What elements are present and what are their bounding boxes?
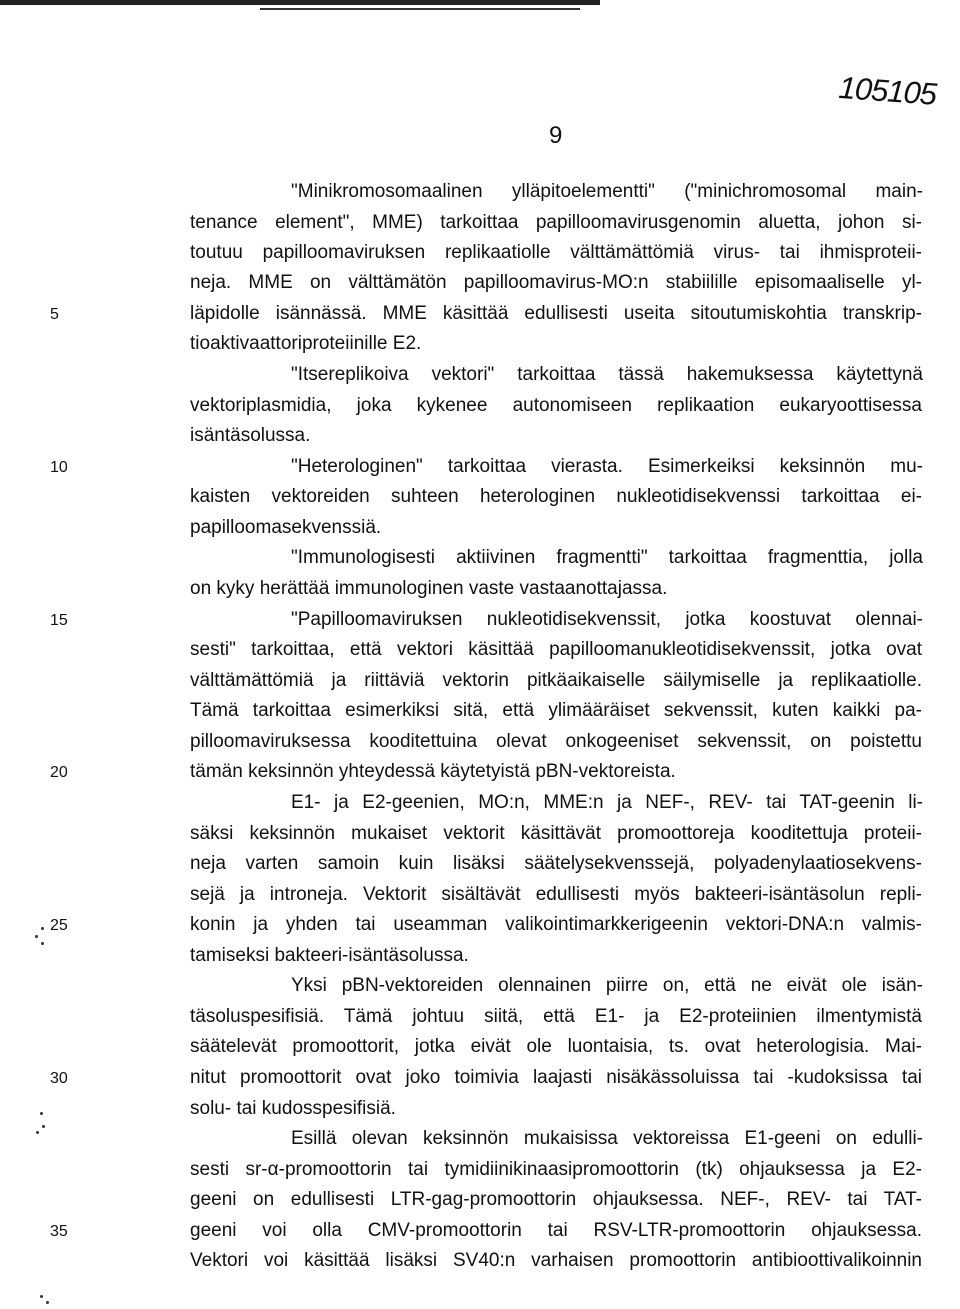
- text-line: toutuu papilloomaviruksen replikaatiolle välttämättömiä virus- tai ihmisproteii-: [190, 242, 922, 263]
- text-line: E1- ja E2-geenien, MO:n, MME:n ja NEF-, REV- tai TAT-geenin li-: [291, 792, 923, 813]
- text-line: nitut promoottorit ovat joko toimivia laajasti nisäkässoluissa tai -kudoksissa tai: [190, 1067, 922, 1088]
- text-line: "Itsereplikoiva vektori" tarkoittaa tässä hakemuksessa käytettynä: [291, 364, 923, 385]
- text-line: täsoluspesifisiä. Tämä johtuu siitä, että E1- ja E2-proteiinien ilmentymistä: [190, 1006, 922, 1027]
- text-line: säätelevät promoottorit, jotka eivät ole luontaisia, ts. ovat heterologisia. Mai-: [190, 1036, 922, 1057]
- text-line: vektoriplasmidia, joka kykenee autonomiseen replikaation eukaryoottisessa: [190, 395, 922, 416]
- text-line: "Minikromosomaalinen ylläpitoelementti" ("minichromosomal main-: [291, 181, 923, 202]
- scan-artifact-bar: [0, 0, 600, 5]
- text-line: pilloomaviruksessa kooditettuina olevat onkogeeniset sekvenssit, on poistettu: [190, 731, 922, 752]
- text-line: tamiseksi bakteeri-isäntäsolussa.: [190, 945, 469, 966]
- text-line: Yksi pBN-vektoreiden olennainen piirre on, että ne eivät ole isän-: [291, 975, 923, 996]
- line-number: 25: [50, 917, 68, 934]
- scan-speck: [46, 1301, 49, 1304]
- scan-speck: [41, 927, 44, 930]
- text-line: läpidolle isännässä. MME käsittää edullisesti useita sitoutumiskohtia transkrip-: [190, 303, 922, 324]
- text-line: "Heterologinen" tarkoittaa vierasta. Esimerkeiksi keksinnön mu-: [291, 456, 923, 477]
- text-line: geeni voi olla CMV-promoottorin tai RSV-LTR-promoottorin ohjauksessa.: [190, 1220, 922, 1241]
- text-line: säksi keksinnön mukaiset vektorit käsittävät promoottoreja kooditettuja proteii-: [190, 823, 922, 844]
- line-number: 30: [50, 1070, 68, 1087]
- line-number: 10: [50, 459, 68, 476]
- text-line: konin ja yhden tai useamman valikointimarkkerigeenin vektori-DNA:n valmis-: [190, 914, 922, 935]
- text-line: Tämä tarkoittaa esimerkiksi sitä, että ylimääräiset sekvenssit, kuten kaikki pa-: [190, 700, 922, 721]
- text-line: isäntäsolussa.: [190, 425, 311, 446]
- scan-speck: [36, 1131, 39, 1134]
- scan-artifact-line: [260, 8, 580, 10]
- text-line: tioaktivaattoriproteiinille E2.: [190, 333, 422, 354]
- text-line: neja. MME on välttämätön papilloomavirus-MO:n stabiilille episomaaliselle yl-: [190, 272, 922, 293]
- text-line: sesti sr-α-promoottorin tai tymidiinikinaasipromoottorin (tk) ohjauksessa ja E2-: [190, 1159, 922, 1180]
- line-number: 15: [50, 612, 68, 629]
- line-number: 5: [50, 306, 59, 323]
- text-line: Vektori voi käsittää lisäksi SV40:n varhaisen promoottorin antibioottivalikoinnin: [190, 1250, 922, 1271]
- text-line: tämän keksinnön yhteydessä käytetyistä pBN-vektoreista.: [190, 761, 676, 782]
- text-line: papilloomasekvenssiä.: [190, 517, 382, 538]
- text-line: välttämättömiä ja riittäviä vektorin pitkäaikaiselle säilymiselle ja replikaatiolle.: [190, 670, 922, 691]
- scan-speck: [40, 1295, 43, 1298]
- scan-speck: [35, 935, 38, 938]
- text-line: "Papilloomaviruksen nukleotidisekvenssit, jotka koostuvat olennai-: [291, 609, 923, 630]
- text-line: Esillä olevan keksinnön mukaisissa vektoreissa E1-geeni on edulli-: [291, 1128, 923, 1149]
- text-line: on kyky herättää immunologinen vaste vastaanottajassa.: [190, 578, 668, 599]
- line-number: 20: [50, 764, 68, 781]
- text-line: geeni on edullisesti LTR-gag-promoottorin ohjauksessa. NEF-, REV- tai TAT-: [190, 1189, 922, 1210]
- line-number: 35: [50, 1223, 68, 1240]
- scan-speck: [42, 1125, 45, 1128]
- text-line: kaisten vektoreiden suhteen heterologinen nukleotidisekvenssi tarkoittaa ei-: [190, 486, 922, 507]
- text-line: sesti" tarkoittaa, että vektori käsittää papilloomanukleotidisekvenssit, jotka ovat: [190, 639, 922, 660]
- text-line: tenance element", MME) tarkoittaa papilloomavirusgenomin aluetta, johon si-: [190, 212, 922, 233]
- text-line: sejä ja introneja. Vektorit sisältävät edullisesti myös bakteeri-isäntäsolun repli-: [190, 884, 922, 905]
- page-number: 9: [549, 122, 563, 149]
- text-line: neja varten samoin kuin lisäksi säätelysekvenssejä, polyadenylaatiosekvens-: [190, 853, 922, 874]
- scan-speck: [40, 1112, 43, 1115]
- text-line: "Immunologisesti aktiivinen fragmentti" tarkoittaa fragmenttia, jolla: [291, 547, 923, 568]
- document-number: 105105: [837, 70, 938, 112]
- scan-speck: [41, 942, 44, 945]
- text-line: solu- tai kudosspesifisiä.: [190, 1098, 396, 1119]
